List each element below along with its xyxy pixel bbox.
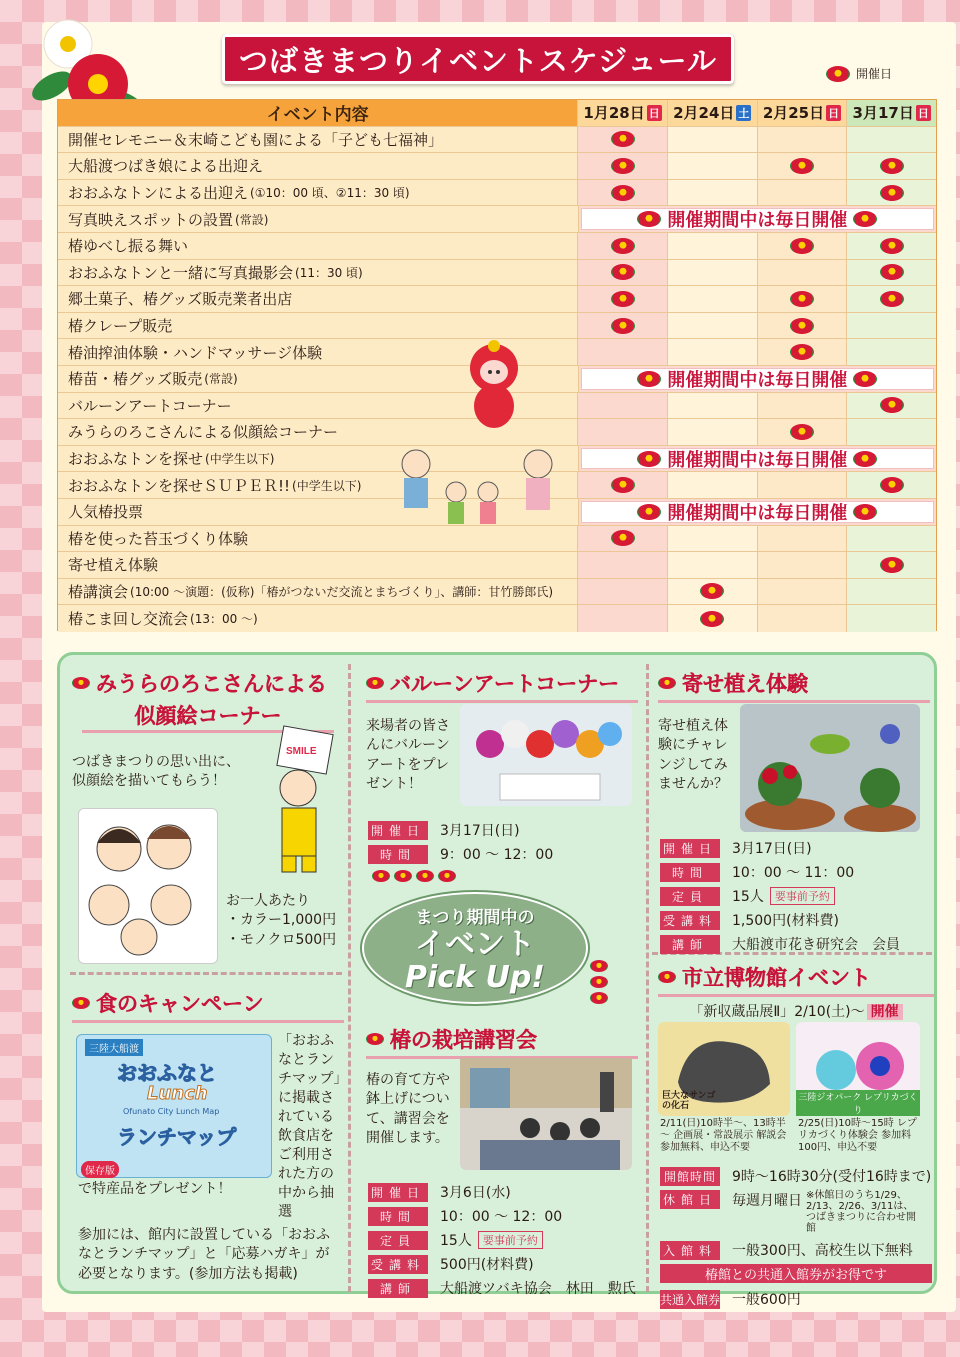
date-cell	[757, 260, 847, 286]
date-cell	[846, 605, 936, 632]
schedule-row	[58, 313, 936, 340]
header-event-name: イベント内容	[58, 100, 577, 126]
date-cell	[577, 605, 667, 632]
caricature-artist-icon	[262, 726, 338, 876]
event-name: 椿クレープ販売	[58, 313, 577, 339]
date-cell	[667, 233, 757, 259]
date-cell	[577, 393, 667, 419]
cultivation-desc: 椿の育て方や鉢上げについて、講習会を開催します。	[366, 1072, 450, 1146]
schedule-row	[58, 127, 936, 154]
coral-caption: 2/11(日)10時半～、13時半～ 企画展・常設展示 解説会 参加無料、申込不要	[660, 1118, 787, 1153]
date-cell	[757, 526, 847, 552]
date-cell	[757, 339, 847, 365]
camellia-icon	[853, 211, 877, 227]
camellia-icon	[790, 424, 814, 440]
date-cell	[757, 552, 847, 578]
divider	[646, 664, 649, 1292]
camellia-icon	[790, 344, 814, 360]
balloon-desc: 来場者の皆さんにバルーンアートをプレゼント！	[366, 718, 450, 792]
date-cell	[667, 552, 757, 578]
date-cell	[846, 153, 936, 179]
schedule-row	[58, 579, 936, 606]
date-cell	[846, 579, 936, 605]
schedule-row	[58, 605, 936, 632]
date-cell	[667, 153, 757, 179]
replica-caption: 2/25(日)10時～15時 レプリカづくり体験会 参加料100円、申込不要	[798, 1118, 917, 1153]
date-cell	[577, 153, 667, 179]
cultivation-photo	[460, 1058, 632, 1170]
daily-banner: 開催期間中は毎日開催	[581, 208, 934, 230]
camellia-icon	[880, 397, 904, 413]
camellia-icon	[611, 291, 635, 307]
schedule-row	[58, 206, 936, 233]
cultivation-info: 開催日 3月6日(水) 時間 10：00 ～ 12：00 定員 15人 要事前予約 受講料 500円(材料費) 講師 大船渡ツバキ協会 林田 勲氏	[368, 1182, 644, 1302]
event-name: 大船渡つばき娘による出迎え	[58, 153, 577, 179]
event-name: バルーンアートコーナー	[58, 393, 577, 419]
page-title: つばきまつりイベントスケジュール	[222, 34, 734, 84]
legend-label: 開催日	[856, 67, 893, 81]
header-date-1: 1月28日 日	[577, 100, 667, 126]
ticket-banner: 椿館との共通入館券がお得です	[660, 1264, 932, 1283]
camellia-garland	[372, 870, 456, 882]
event-name: 写真映えスポットの設置 (常設)	[58, 206, 578, 232]
camellia-icon	[790, 238, 814, 254]
date-cell	[577, 233, 667, 259]
date-cell	[577, 472, 667, 498]
camellia-icon	[611, 131, 635, 147]
camellia-icon	[658, 677, 676, 689]
camellia-icon	[72, 677, 90, 689]
food-title: 食のキャンペーン	[96, 992, 264, 1016]
camellia-icon	[790, 291, 814, 307]
event-name: おおふなトンを探せ (中学生以下)	[58, 446, 578, 472]
date-cell	[757, 286, 847, 312]
event-name: 寄せ植え体験	[58, 552, 577, 578]
date-cell	[667, 260, 757, 286]
date-cell	[577, 526, 667, 552]
date-cell	[667, 605, 757, 632]
camellia-icon	[366, 677, 384, 689]
camellia-icon	[72, 997, 90, 1009]
camellia-icon	[611, 185, 635, 201]
event-name: おおふなトンによる出迎え (①10：00 頃、②11：30 頃)	[58, 180, 577, 206]
camellia-icon	[880, 557, 904, 573]
pickup-badge: まつり期間中の イベント Pick Up!	[362, 892, 588, 1004]
food-desc-side: 「おおふなとランチマップ」に掲載されている飲食店をご利用された方の中から抽選	[278, 1033, 341, 1221]
daily-banner: 開催期間中は毎日開催	[581, 501, 934, 523]
schedule-row	[58, 233, 936, 260]
camellia-icon	[637, 451, 661, 467]
camellia-icon	[790, 318, 814, 334]
camellia-icon	[658, 971, 676, 983]
date-cell	[577, 552, 667, 578]
planting-title: 寄せ植え体験	[682, 672, 808, 696]
date-cell	[577, 286, 667, 312]
event-name: おおふなトンを探せＳＵＰＥＲ!! (中学生以下)	[58, 472, 577, 498]
camellia-icon	[790, 158, 814, 174]
schedule-row	[58, 286, 936, 313]
date-cell	[757, 579, 847, 605]
camellia-icon	[853, 451, 877, 467]
date-cell	[757, 153, 847, 179]
event-name: みうらのろこさんによる似顔絵コーナー	[58, 419, 577, 445]
schedule-header	[58, 100, 936, 127]
legend	[826, 65, 892, 82]
lunch-map-image: 三陸大船渡 おおふなと Lunch Ofunato City Lunch Map ランチマップ 保存版	[76, 1034, 272, 1178]
camellia-icon	[700, 583, 724, 599]
camellia-icon	[880, 185, 904, 201]
camellia-icon	[700, 611, 724, 627]
camellia-garland	[590, 960, 608, 1004]
museum-info: 開館時間 9時～16時30分(受付16時まで) 休館日 毎週月曜日 ※休館日のうち1/29、2/13、2/26、3/11は、つばきまつりに合わせ開館 入館料 一般300円、高校生以下無料 椿館との共通入館券がお得です 共通入館券 一般600円	[660, 1166, 932, 1313]
date-cell	[577, 339, 667, 365]
event-name: 人気椿投票	[58, 499, 578, 525]
schedule-row	[58, 153, 936, 180]
camellia-icon	[611, 318, 635, 334]
food-desc-rest: で特産品をプレゼント！	[78, 1181, 232, 1197]
daily-banner: 開催期間中は毎日開催	[581, 368, 934, 390]
event-name: 椿ゆべし振る舞い	[58, 233, 577, 259]
date-cell	[846, 339, 936, 365]
date-cell	[577, 419, 667, 445]
camellia-icon	[880, 477, 904, 493]
event-name: 椿こま回し交流会 (13：00 ～)	[58, 605, 577, 632]
date-cell	[757, 605, 847, 632]
date-cell	[846, 313, 936, 339]
schedule-row	[58, 180, 936, 207]
date-cell	[846, 180, 936, 206]
exhibition-tag: 開催	[867, 1004, 903, 1020]
divider	[348, 664, 351, 1292]
date-cell	[757, 419, 847, 445]
date-cell	[846, 472, 936, 498]
event-name: おおふなトンと一緒に写真撮影会 (11：30 頃)	[58, 260, 577, 286]
date-cell	[846, 286, 936, 312]
balloon-title: バルーンアートコーナー	[390, 672, 620, 696]
date-cell	[577, 579, 667, 605]
camellia-icon	[826, 66, 850, 82]
date-cell	[667, 579, 757, 605]
camellia-icon	[366, 1033, 384, 1045]
date-cell	[667, 339, 757, 365]
exhibition-text: 「新収蔵品展Ⅱ」2/10(土)～	[689, 1004, 865, 1020]
date-cell	[667, 393, 757, 419]
portrait-title-2: 似顔絵コーナー	[134, 704, 282, 728]
portrait-desc: つばきまつりの思い出に、似顔絵を描いてもらう！	[72, 754, 240, 790]
event-name: 椿講演会 (10:00 ～演題：(仮称)「椿がつないだ交流とまちづくり」、講師：甘竹勝郎氏)	[58, 579, 577, 605]
date-cell	[667, 180, 757, 206]
date-cell	[667, 526, 757, 552]
date-cell	[846, 233, 936, 259]
food-desc-2: 参加には、館内に設置している「おおふなとランチマップ」と「応募ハガキ」が必要となります。(参加方法も掲載)	[78, 1227, 330, 1282]
daily-banner: 開催期間中は毎日開催	[581, 448, 934, 470]
divider	[70, 972, 342, 975]
event-name: 椿油搾油体験・ハンドマッサージ体験	[58, 339, 577, 365]
date-cell	[757, 472, 847, 498]
camellia-icon	[611, 264, 635, 280]
camellia-icon	[611, 477, 635, 493]
museum-title: 市立博物館イベント	[682, 966, 871, 990]
schedule-row	[58, 552, 936, 579]
cultivation-title: 椿の栽培講習会	[390, 1028, 537, 1052]
camellia-icon	[637, 211, 661, 227]
schedule-row	[58, 260, 936, 287]
date-cell	[846, 260, 936, 286]
food-section	[72, 988, 344, 1023]
date-cell	[667, 472, 757, 498]
camellia-icon	[880, 158, 904, 174]
camellia-icon	[880, 238, 904, 254]
date-cell	[846, 526, 936, 552]
date-cell	[757, 393, 847, 419]
event-name: 郷土菓子、椿グッズ販売業者出店	[58, 286, 577, 312]
camellia-icon	[611, 158, 635, 174]
price-box: お一人あたり ・カラー1,000円 ・モノクロ500円	[226, 893, 337, 948]
planting-desc: 寄せ植え体験にチャレンジしてみませんか？	[658, 718, 728, 792]
children-illustration-icon	[396, 442, 572, 542]
portrait-title-1: みうらのろこさんによる	[96, 672, 327, 696]
date-cell	[846, 393, 936, 419]
date-cell	[577, 313, 667, 339]
date-cell	[846, 419, 936, 445]
camellia-icon	[637, 371, 661, 387]
date-cell	[757, 127, 847, 153]
camellia-icon	[880, 291, 904, 307]
date-cell	[846, 552, 936, 578]
camellia-icon	[853, 371, 877, 387]
date-cell	[577, 260, 667, 286]
date-cell	[667, 419, 757, 445]
date-cell	[757, 233, 847, 259]
date-cell	[667, 127, 757, 153]
date-cell	[667, 286, 757, 312]
mascot-ofunaton-icon	[456, 338, 532, 434]
camellia-icon	[611, 238, 635, 254]
planting-info: 開催日 3月17日(日) 時間 10：00 ～ 11：00 定員 15人 要事前予約 受講料 1,500円(材料費) 講師 大船渡市花き研究会 会員	[660, 838, 936, 958]
balloon-info: 開催日 3月17日(日) 時間 9：00 ～ 12：00	[368, 820, 640, 868]
replica-photo: 三陸ジオパーク レプリカづくり	[796, 1022, 920, 1116]
event-name: 開催セレモニー＆末崎こども園による「子ども七福神」	[58, 127, 577, 153]
camellia-icon	[637, 504, 661, 520]
camellia-icon	[880, 264, 904, 280]
date-cell	[757, 180, 847, 206]
event-name: 椿を使った苔玉づくり体験	[58, 526, 577, 552]
event-name: 椿苗・椿グッズ販売 (常設)	[58, 366, 578, 392]
header-date-3: 2月25日 日	[757, 100, 847, 126]
camellia-icon	[853, 504, 877, 520]
museum-section	[658, 962, 934, 1021]
date-cell	[846, 127, 936, 153]
camellia-icon	[611, 530, 635, 546]
date-cell	[577, 180, 667, 206]
date-cell	[667, 313, 757, 339]
header-date-4: 3月17日 日	[846, 100, 936, 126]
date-cell	[577, 127, 667, 153]
sign-text: SMILE	[286, 746, 317, 757]
header-date-2: 2月24日 土	[667, 100, 757, 126]
date-cell	[757, 313, 847, 339]
planting-photo	[740, 704, 920, 832]
balloon-photo	[460, 704, 632, 806]
caricature-image	[78, 808, 218, 964]
coral-fossil-photo: 巨大なサンゴの化石	[658, 1022, 790, 1116]
